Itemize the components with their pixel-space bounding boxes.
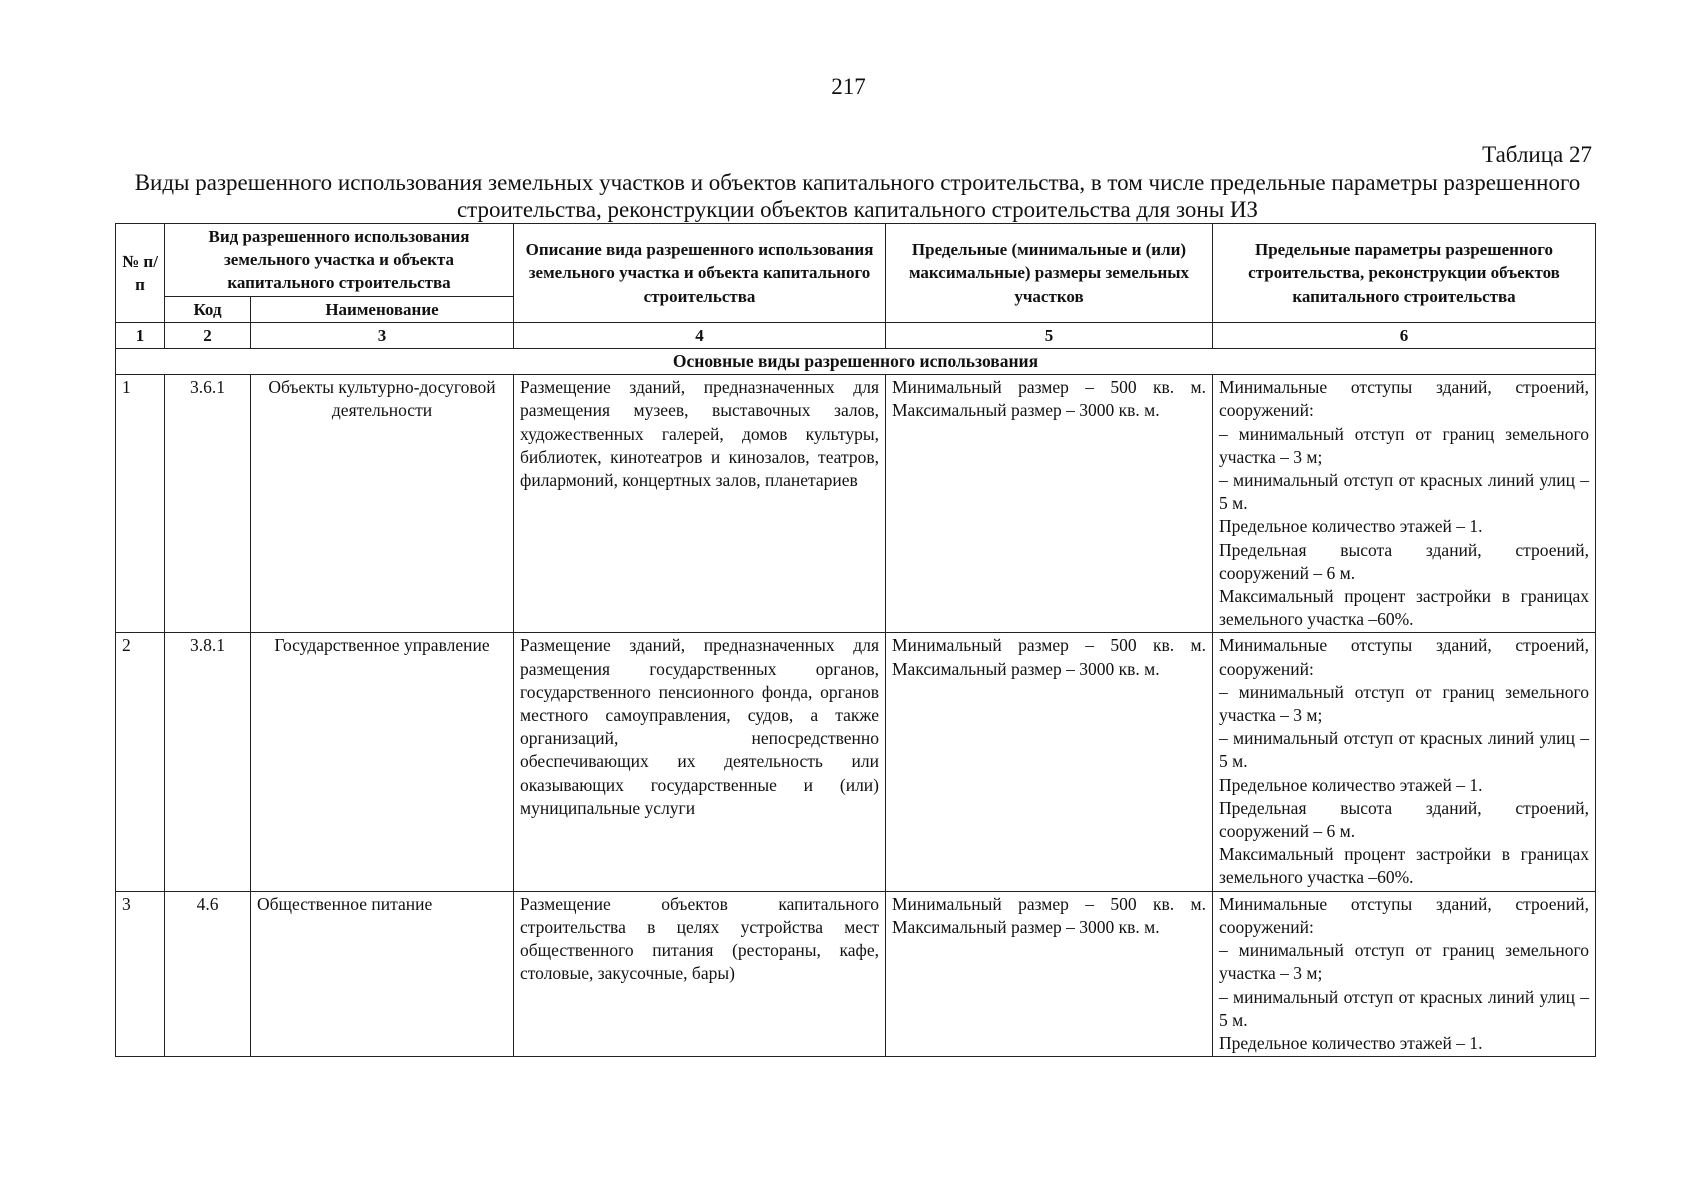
param-line: Предельная высота зданий, строений, сооружений – 6 м. [1219,539,1589,583]
row-code: 4.6 [165,891,251,1056]
column-number: 6 [1213,322,1596,348]
row-params [1213,633,1596,891]
param-line: Предельное количество этажей – 1. [1219,516,1483,537]
param-line: Предельное количество этажей – 1. [1219,774,1483,795]
table-label: Таблица 27 [1482,142,1592,167]
land-use-table [115,223,1596,1057]
size-line: Максимальный размер – 3000 кв. м. [892,400,1160,421]
column-number: 5 [886,322,1213,348]
table-row [116,633,1596,891]
row-code: 3.6.1 [165,375,251,633]
row-description: Размещение объектов капитального строительства в целях устройства мест общественного питания (рестораны, кафе, столовые, закусочные, бары) [514,891,886,1056]
row-sizes [886,891,1213,1056]
page-number: 217 [831,74,866,99]
row-name: Объекты культурно-досуговой деятельности [251,375,514,633]
header-params: Предельные параметры разрешенного строительства, реконструкции объектов капитального строительства [1213,224,1596,323]
param-line: – минимальный отступ от красных линий улиц – 5 м. [1219,470,1589,514]
column-number: 2 [165,322,251,348]
row-sizes [886,633,1213,891]
param-line: – минимальный отступ от красных линий улиц – 5 м. [1219,728,1589,772]
param-line: Минимальные отступы зданий, строений, сооружений: [1219,377,1589,421]
header-row [116,224,1596,297]
row-description: Размещение зданий, предназначенных для размещения государственных органов, государственного пенсионного фонда, органов местного самоуправления, судов, а также организаций, непосредственно обеспечивающих их деятельность или оказывающих государственные и (или) муниципальные услуги [514,633,886,891]
row-params [1213,891,1596,1056]
row-description: Размещение зданий, предназначенных для размещения музеев, выставочных залов, художественных галерей, домов культуры, библиотек, кинотеатров и кинозалов, театров, филармоний, концертных залов, планетариев [514,375,886,633]
param-line: – минимальный отступ от красных линий улиц – 5 м. [1219,986,1589,1030]
column-number: 1 [116,322,165,348]
row-number: 2 [116,633,165,891]
param-line: Максимальный процент застройки в границах земельного участка –60%. [1219,586,1589,630]
param-line: – минимальный отступ от границ земельного участка – 3 м; [1219,681,1589,726]
section-row [116,349,1596,375]
param-line: Минимальные отступы зданий, строений, сооружений: [1219,635,1589,679]
row-name: Государственное управление [251,633,514,891]
size-line: Минимальный размер – 500 кв. м. [892,377,1206,398]
size-line: Минимальный размер – 500 кв. м. [892,893,1206,914]
table-row [116,375,1596,633]
section-title: Основные виды разрешенного использования [116,349,1596,375]
param-line: Минимальные отступы зданий, строений, сооружений: [1219,893,1589,937]
row-params [1213,375,1596,633]
row-number: 3 [116,891,165,1056]
header-description: Описание вида разрешенного использования земельного участка и объекта капитального строительства [514,224,886,323]
table-title: Виды разрешенного использования земельных участков и объектов капитального строительства, в том числе предельные параметры разрешенного строительства, реконструкции объектов капитального строительства для зоны ИЗ [134,170,1581,222]
column-number: 4 [514,322,886,348]
row-number: 1 [116,375,165,633]
column-numbers-row [116,322,1596,348]
size-line: Минимальный размер – 500 кв. м. [892,635,1206,656]
row-sizes [886,375,1213,633]
param-line: Предельное количество этажей – 1. [1219,1032,1483,1053]
column-number: 3 [251,322,514,348]
param-line: – минимальный отступ от границ земельного участка – 3 м; [1219,940,1589,984]
param-line: – минимальный отступ от границ земельного участка – 3 м; [1219,423,1589,467]
param-line: Максимальный процент застройки в границах земельного участка –60%. [1219,844,1589,888]
table-row [116,891,1596,1056]
size-line: Максимальный размер – 3000 кв. м. [892,916,1160,937]
row-name: Общественное питание [251,891,514,1056]
row-code: 3.8.1 [165,633,251,891]
header-num: № п/п [116,224,165,323]
header-group: Вид разрешенного использования земельного участка и объекта капитального строительства [165,224,514,297]
param-line: Предельная высота зданий, строений, сооружений – 6 м. [1219,797,1589,842]
header-sizes: Предельные (минимальные и (или) максимальные) размеры земельных участков [886,224,1213,323]
header-code: Код [165,296,251,322]
size-line: Максимальный размер – 3000 кв. м. [892,658,1160,679]
header-name: Наименование [251,296,514,322]
